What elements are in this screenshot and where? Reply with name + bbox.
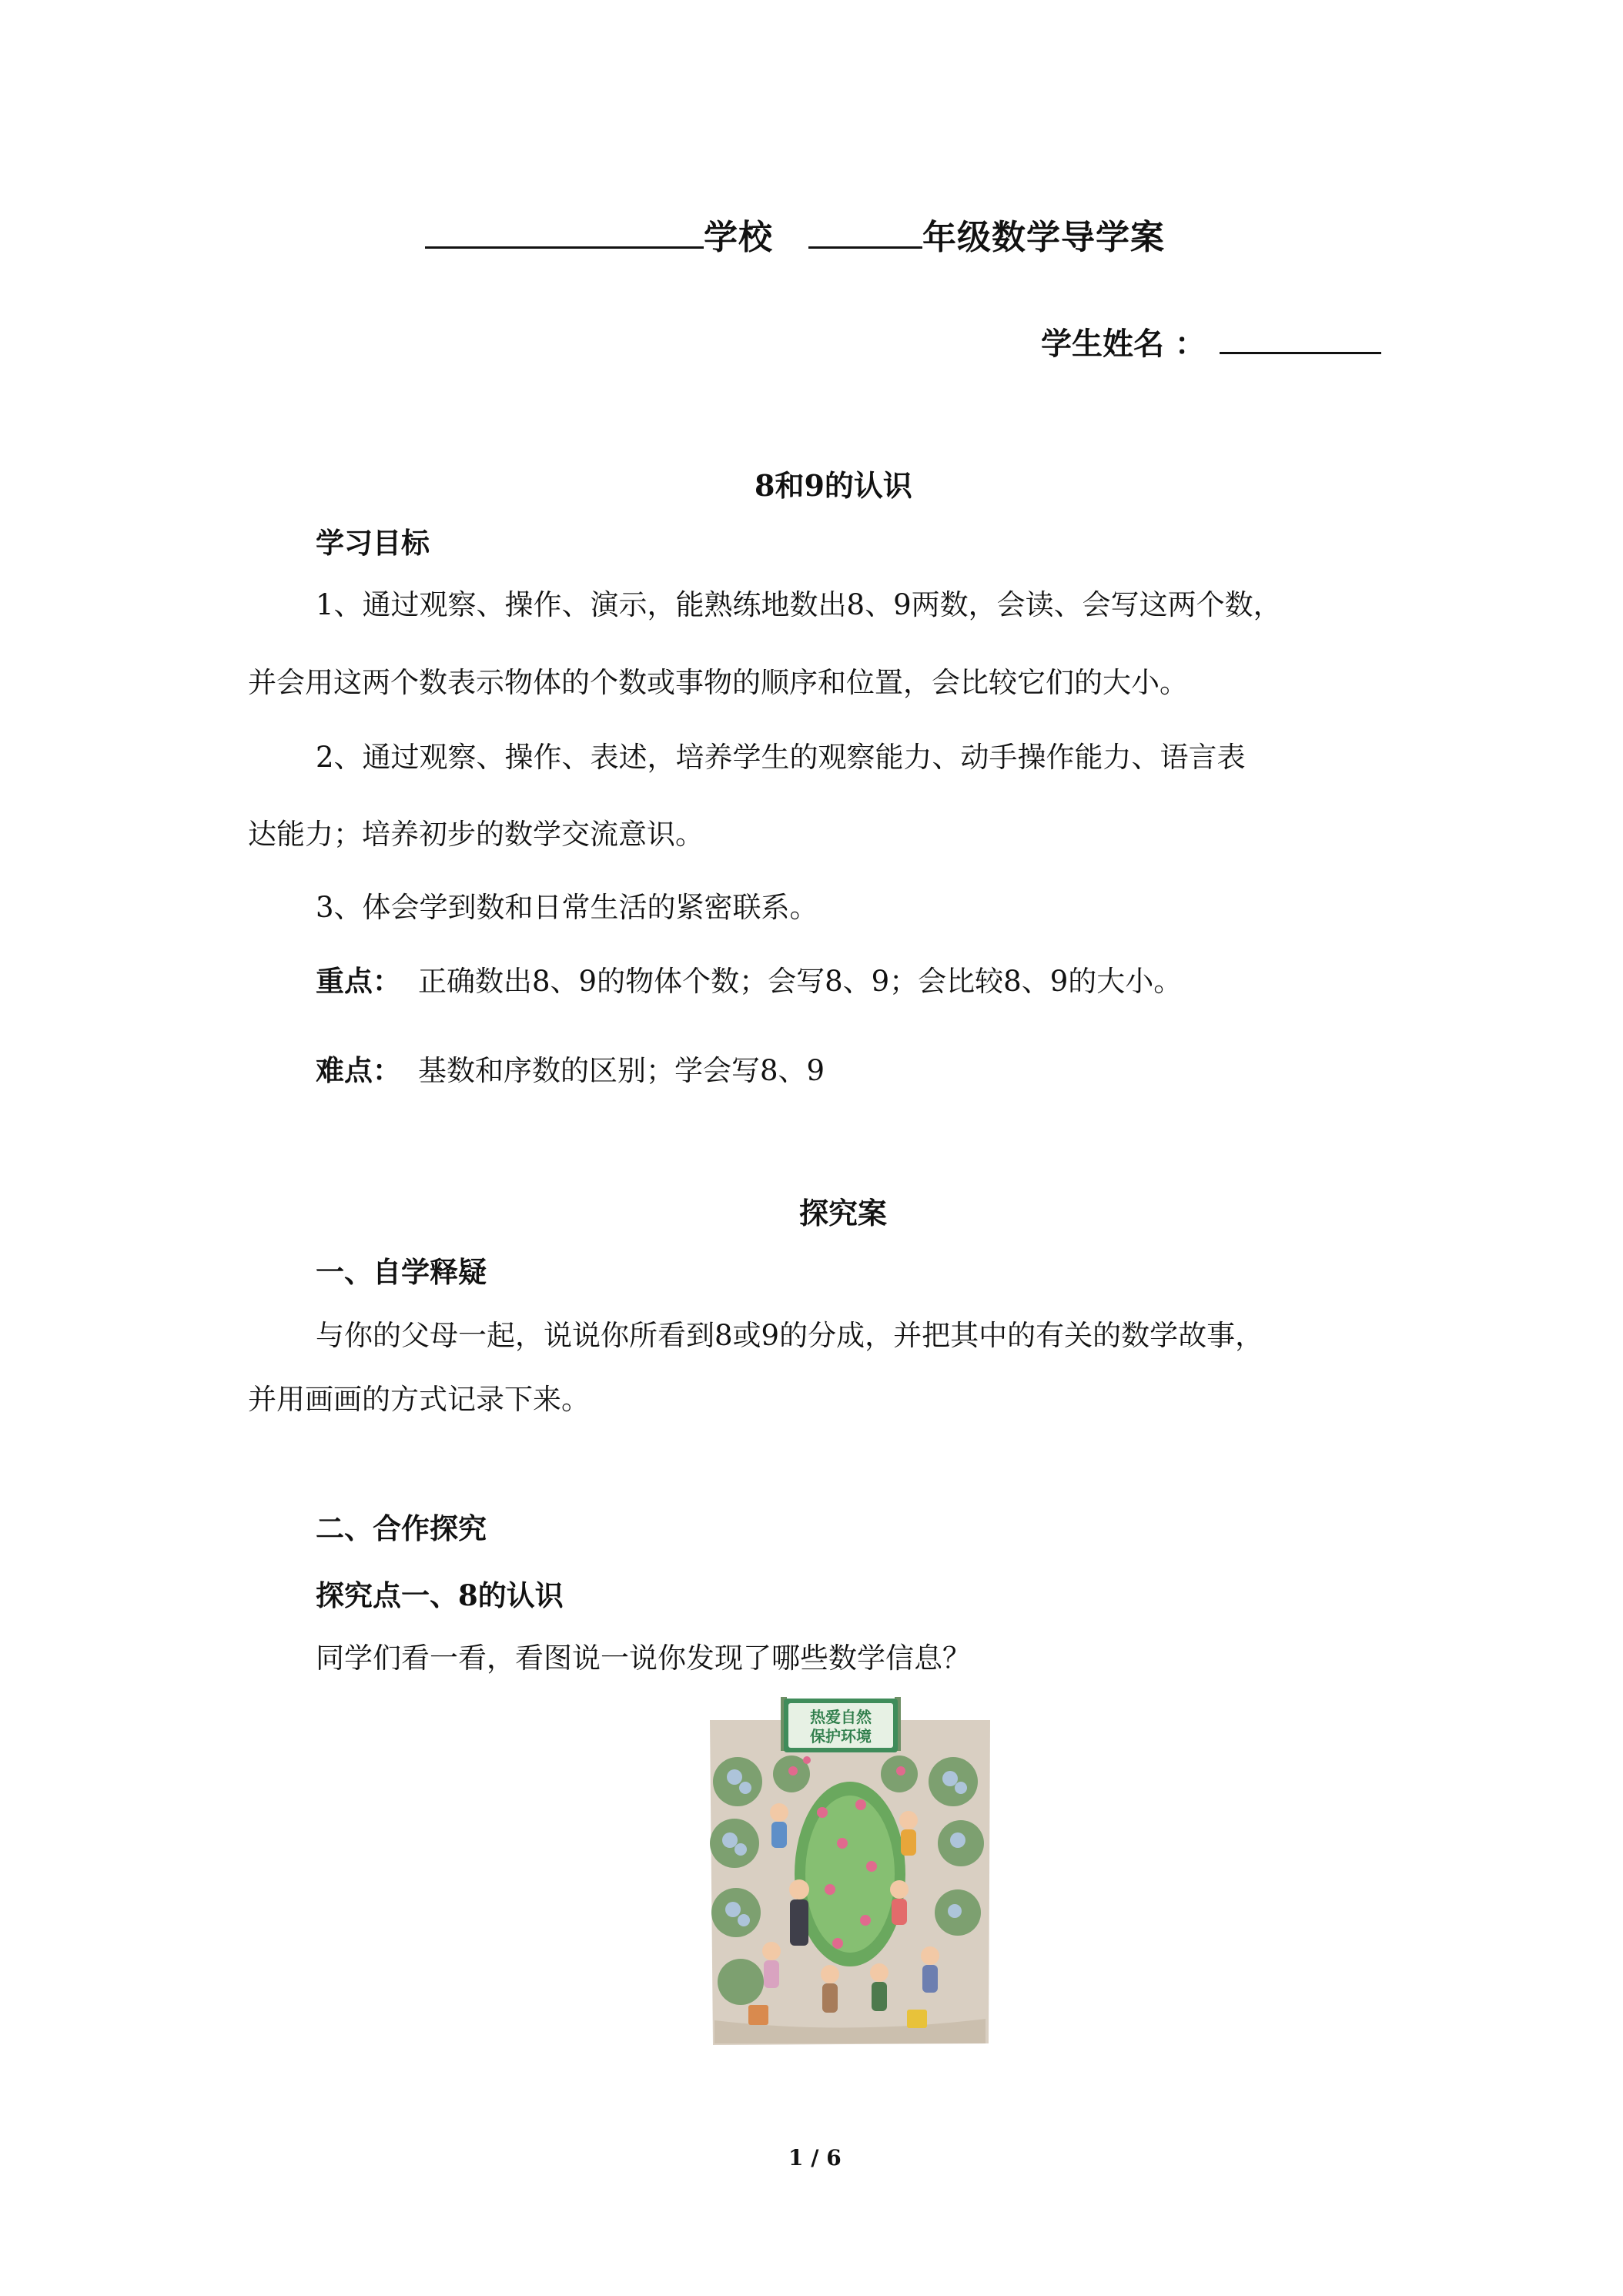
school-label: 学校 <box>704 218 773 257</box>
page-indicator: 1 / 6 <box>788 2145 842 2170</box>
key-text: 正确数出8、9的物体个数；会写8、9；会比较8、9的大小。 <box>418 965 1183 998</box>
section-1-text-line-1: 与你的父母一起，说说你所看到8或9的分成，并把其中的有关的数学故事， <box>316 1319 1264 1352</box>
sign-line-1: 热爱自然 <box>810 1708 872 1726</box>
section-1-text-line-2: 并用画画的方式记录下来。 <box>248 1383 590 1416</box>
sign-line-2: 保护环境 <box>810 1727 872 1745</box>
student-name-line <box>1041 320 1381 363</box>
objective-1-line-1: 1、通过观察、操作、演示，能熟练地数出8、9两数，会读、会写这两个数， <box>316 588 1282 621</box>
section-1-heading: 一、自学释疑 <box>316 1255 487 1289</box>
difficulty-label: 难点： <box>316 1053 401 1087</box>
student-name-blank[interactable] <box>1220 329 1381 354</box>
point-1-prompt: 同学们看一看，看图说一说你发现了哪些数学信息？ <box>316 1642 971 1675</box>
explore-heading: 探究案 <box>799 1196 888 1230</box>
school-name-blank[interactable] <box>425 223 704 249</box>
objective-2-line-1: 2、通过观察、操作、表述，培养学生的观察能力、动手操作能力、语言表 <box>316 741 1246 774</box>
grade-blank[interactable] <box>808 223 922 249</box>
point-1-heading: 探究点一、8的认识 <box>316 1578 564 1612</box>
objective-3: 3、体会学到数和日常生活的紧密联系。 <box>316 891 818 924</box>
section-2-heading: 二、合作探究 <box>316 1511 487 1545</box>
garden-illustration <box>707 1697 993 2048</box>
objective-1-line-2: 并会用这两个数表示物体的个数或事物的顺序和位置，会比较它们的大小。 <box>248 666 1188 699</box>
key-point <box>316 964 1182 999</box>
worksheet-title <box>425 209 1165 259</box>
key-label: 重点： <box>316 964 401 998</box>
student-name-label: 学生姓名 ： <box>1041 326 1206 362</box>
objectives-heading: 学习目标 <box>316 526 430 560</box>
grade-title: 年级数学导学案 <box>922 218 1165 257</box>
objective-2-line-2: 达能力；培养初步的数学交流意识。 <box>248 818 704 851</box>
difficulty-text: 基数和序数的区别；学会写8、9 <box>418 1054 825 1087</box>
lesson-title: 8和9的认识 <box>755 468 912 503</box>
difficulty-point <box>316 1053 825 1088</box>
